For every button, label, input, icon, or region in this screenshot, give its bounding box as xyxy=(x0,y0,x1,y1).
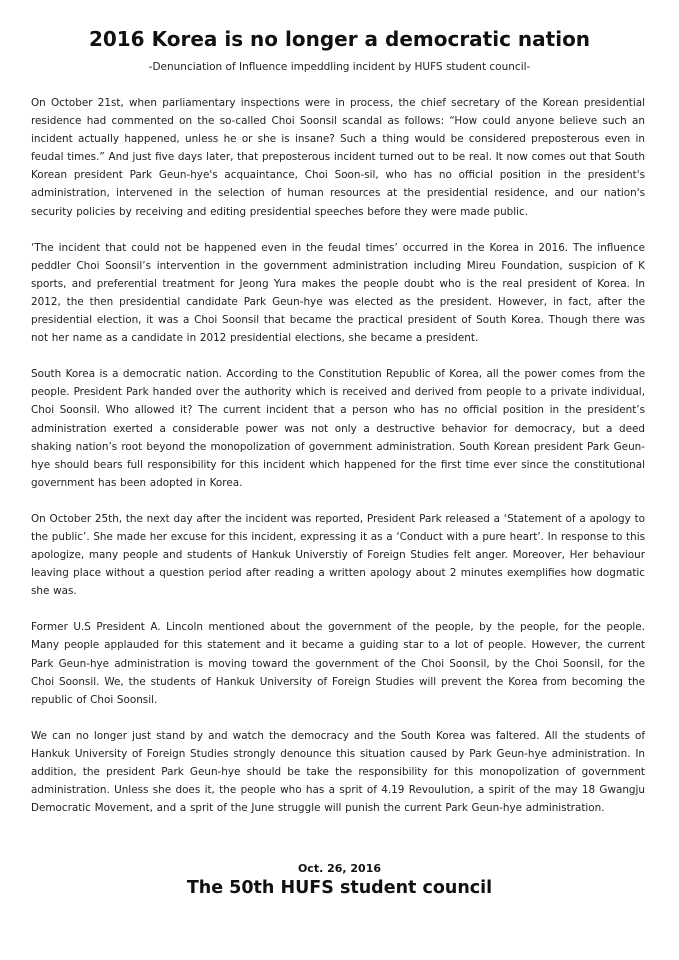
paragraph-6: We can no longer just stand by and watch the democracy and the South Korea was faltered. All the students of Hankuk University of Foreign Studies strongly denounce this situation caused by Park Geun-hye administration. In addition, the president Park Geun-hye should be take the responsibility for this monopolization of government administration. Unless she does it, the people who has a sprit of 4.19 Revoulution, a spirit of the may 18 Gwangju Democratic Movement, and a sprit of the June struggle will punish the current Park Geun-hye administration. xyxy=(31,729,645,815)
paragraph-2: ‘The incident that could not be happened even in the feudal times’ occurred in the Korea in 2016. The influence peddler Choi Soonsil’s intervention in the government administration including Mireu Foundation, suspicion of K sports, and preferential treatment for Jeong Yura makes the people doubt who is the real president of Korea. In 2012, the then presidential candidate Park Geun-hye was elected as the president. However, in fact, after the presidential election, it was a Choi Soonsil that became the practical president of South Korea. Though there was not her name as a candidate in 2012 presidential elections, she became a president. xyxy=(31,241,645,345)
paragraph-5: Former U.S President A. Lincoln mentioned about the government of the people, by the people, for the people. Many people applauded for this statement and it became a guiding star to a lot of people. However, the current Park Geun-hye administration is moving toward the government of the Choi Soonsil, by the Choi Soonsil, for the Choi Soonsil. We, the students of Hankuk University of Foreign Studies will prevent the Korea from becoming the republic of Choi Soonsil. xyxy=(31,621,645,706)
document-signature: The 50th HUFS student council xyxy=(186,878,493,898)
paragraph-4: On October 25th, the next day after the incident was reported, President Park released a ‘Statement of a apology to the public’. She made her excuse for this incident, expressing it as a ‘Conduct with a pure heart’. In response to this apologize, many people and students of Hankuk Universtiy of Foreign Studies felt anger. Moreover, Her behaviour leaving place without a question period after reading a written apology about 2 minutes exemplifies how dogmatic she was. xyxy=(31,512,645,598)
document-body xyxy=(31,94,645,835)
paragraph-3: South Korea is a democratic nation. According to the Constitution Republic of Korea, all the power comes from the people. President Park handed over the authority which is received and derived from people to a private individual, Choi Soonsil. Who allowed it? The current incident that a person who has no official position in the president’s administration exerted a considerable power was not only a destructive behavior for democracy, but a deed shaking nation’s root beyond the monopolization of government administration. South Korean president Park Geun-hye should bears full responsibility for this incident which happened for the first time ever since the constitutional government has been adopted in Korea. xyxy=(31,368,645,489)
document-title: 2016 Korea is no longer a democratic nation xyxy=(88,27,591,51)
paragraph-1: On October 21st, when parliamentary inspections were in process, the chief secretary of the Korean presidential residence had commented on the so-called Choi Soonsil scandal as follows: “How could anyone believe such an incident actually happened, unless he or she is insane? Such a thing would be considered preposterous even in feudal times.” And just five days later, that preposterous incident turned out to be real. It now comes out that South Korean president Park Geun-hye's acquaintance, Choi Soon-sil, who has no official position in the president's administration, intervened in the selection of human resources at the presidential residence, and our nation's security policies by receiving and editing presidential speeches before they were made public. xyxy=(31,97,646,218)
document-date: Oct. 26, 2016 xyxy=(297,862,382,875)
document-subtitle: -Denunciation of Influence impeddling incident by HUFS student council- xyxy=(148,61,531,73)
